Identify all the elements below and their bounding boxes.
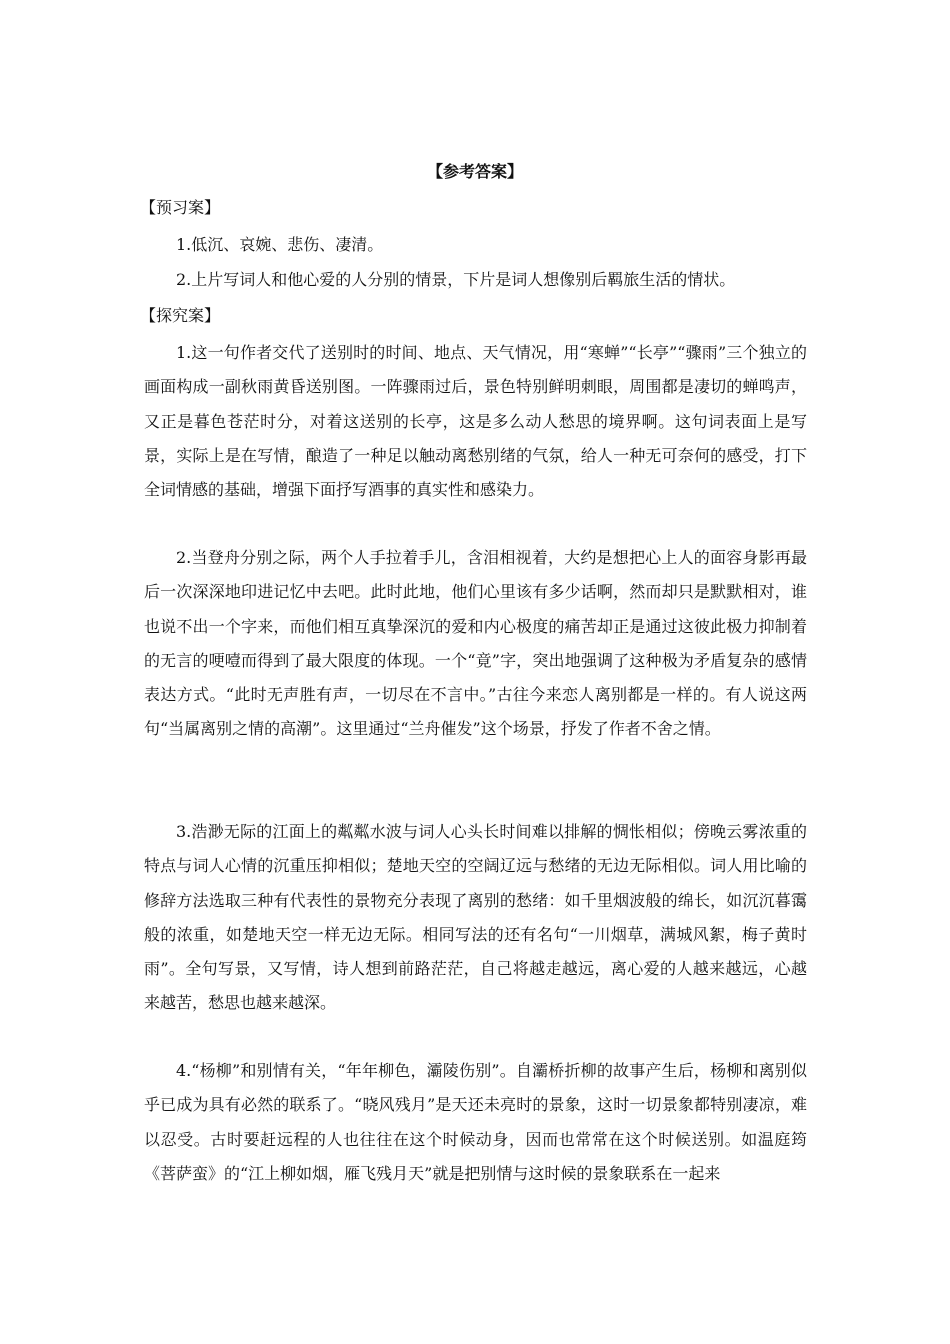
explore-answer-3: 3.浩渺无际的江面上的粼粼水波与词人心头长时间难以排解的惆怅相似；傍晚云雾浓重的特点与词人心情的沉重压抑相似；楚地天空的空阔辽远与愁绪的无边无际相似。词人用比喻的修辞方法选取三种有代表性的景物充分表现了离别的愁绪：如千里烟波般的绵长，如沉沉暮霭般的浓重，如楚地天空一样无边无际。相同写法的还有名句“一川烟草，满城风絮，梅子黄时雨”。全句写景，又写情，诗人想到前路茫茫，自己将越走越远，离心爱的人越来越远，心越来越苦，愁思也越来越深。 — [144, 822, 807, 1013]
page-title: 【参考答案】 — [426, 162, 523, 181]
preview-heading: 【预习案】 — [140, 198, 221, 217]
explore-heading: 【探究案】 — [140, 306, 221, 325]
explore-answer-2: 2.当登舟分别之际，两个人手拉着手儿，含泪相视着，大约是想把心上人的面容身影再最后一次深深地印进记忆中去吧。此时此地，他们心里该有多少话啊，然而却只是默默相对，谁也说不出一个字来，而他们相互真挚深沉的爱和内心极度的痛苦却正是通过这彼此极力抑制着的无言的哽噎而得到了最大限度的体现。一个“竟”字，突出地强调了这种极为矛盾复杂的感情表达方式。“此时无声胜有声，一切尽在不言中。”古往今来恋人离别都是一样的。有人说这两句“当属离别之情的高潮”。这里通过“兰舟催发”这个场景，抒发了作者不舍之情。 — [144, 548, 807, 739]
explore-answer-4: 4.“杨柳”和别情有关，“年年柳色，灞陵伤别”。自灞桥折柳的故事产生后，杨柳和离别似乎已成为具有必然的联系了。“晓风残月”是天还未亮时的景象，这时一切景象都特别凄凉，难以忍受。古时要赶远程的人也往往在这个时候动身，因而也常常在这个时候送别。如温庭筠《菩萨蛮》的“江上柳如烟，雁飞残月天”就是把别情与这时候的景象联系在一起来 — [144, 1061, 807, 1183]
preview-answer-1: 1.低沉、哀婉、悲伤、凄清。 — [176, 235, 384, 254]
explore-answer-1: 1.这一句作者交代了送别时的时间、地点、天气情况，用“寒蝉”“长亭”“骤雨”三个独立的画面构成一副秋雨黄昏送别图。一阵骤雨过后，景色特别鲜明刺眼，周围都是凄切的蝉鸣声，又正是暮色苍茫时分，对着这送别的长亭，这是多么动人愁思的境界啊。这句词表面上是写景，实际上是在写情，酿造了一种足以触动离愁别绪的气氛，给人一种无可奈何的感受，打下全词情感的基础，增强下面抒写酒事的真实性和感染力。 — [144, 343, 807, 500]
preview-answer-2: 2.上片写词人和他心爱的人分别的情景，下片是词人想像别后羁旅生活的情状。 — [176, 270, 736, 289]
